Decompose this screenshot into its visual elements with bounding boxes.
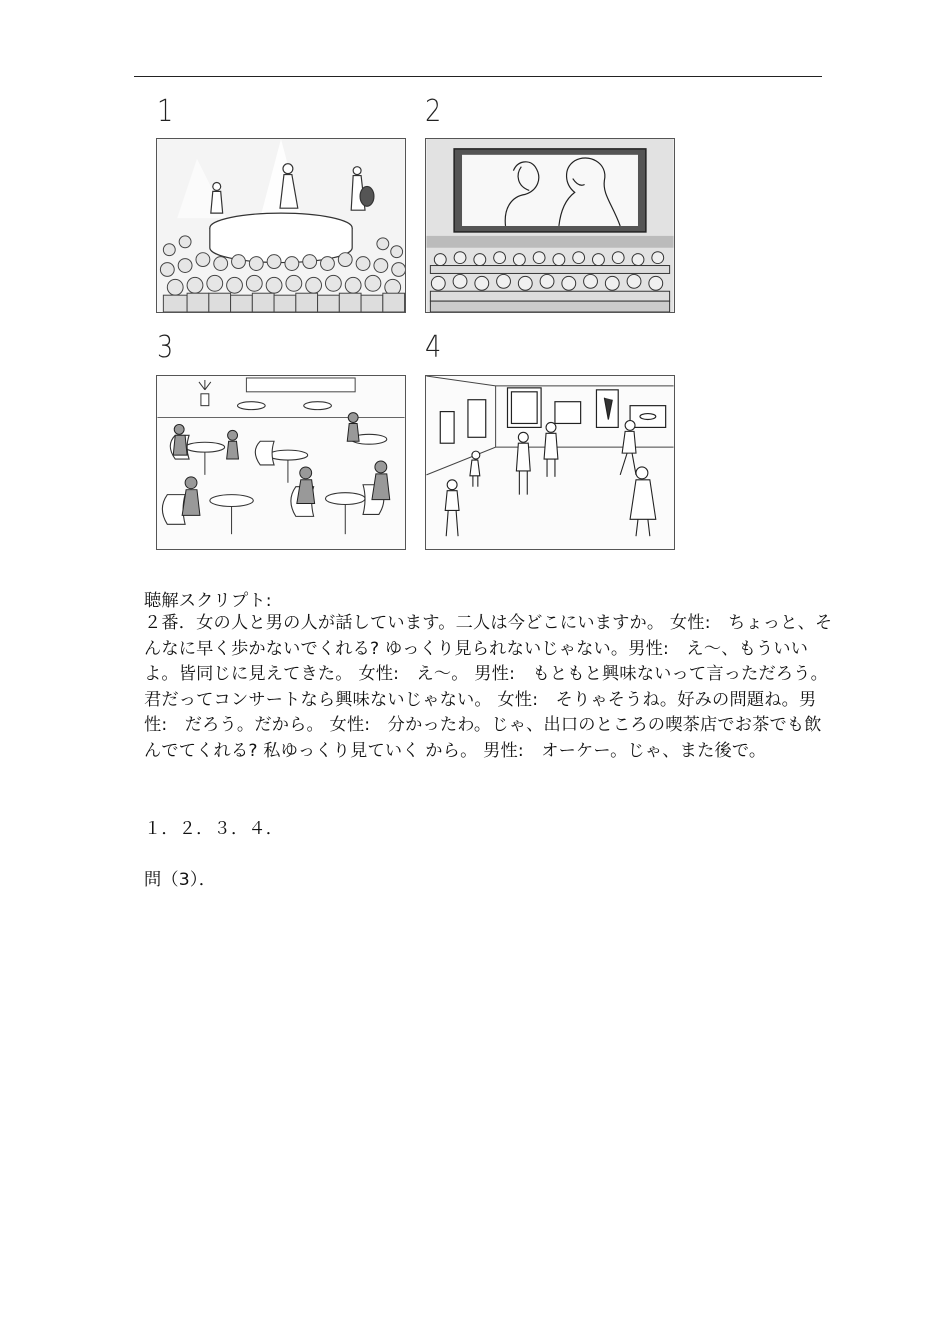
question-number: 問（3）． [144, 870, 217, 890]
top-rule [134, 76, 822, 77]
panel-4-number: 4 [425, 330, 442, 365]
answer-options: １．２．３．４． [144, 819, 284, 839]
script-body: ２番．女の人と男の人が話しています。二人は今どこにいますか。 女性: ちょっと、そんなに早く歩かないでくれる? ゆっくり見られないじゃない。男性: え～、もういいよ。皆同じに見えてきた。 女性: え～。 男性: もともと興味ないって言っただろう。君だってコンサートなら興味ないじゃない。 女性: そりゃそうね。好みの問題ね。男性: だろう。だから。 女性: 分かったわ。じゃ、出口のところの喫茶店でお茶でも飲んでてくれる? 私ゆっくり見ていく から。 男性: オーケー。じゃ、また後で。 [144, 613, 833, 761]
panel-2-number: 2 [425, 94, 442, 129]
concert-illustration [156, 138, 406, 313]
movie-theater-illustration [425, 138, 675, 313]
panel-3-number: 3 [157, 330, 174, 365]
cafe-illustration [156, 375, 406, 550]
art-gallery-illustration [425, 375, 675, 550]
script-heading: 聴解スクリプト: [144, 591, 272, 611]
panel-1-number: 1 [157, 94, 174, 129]
